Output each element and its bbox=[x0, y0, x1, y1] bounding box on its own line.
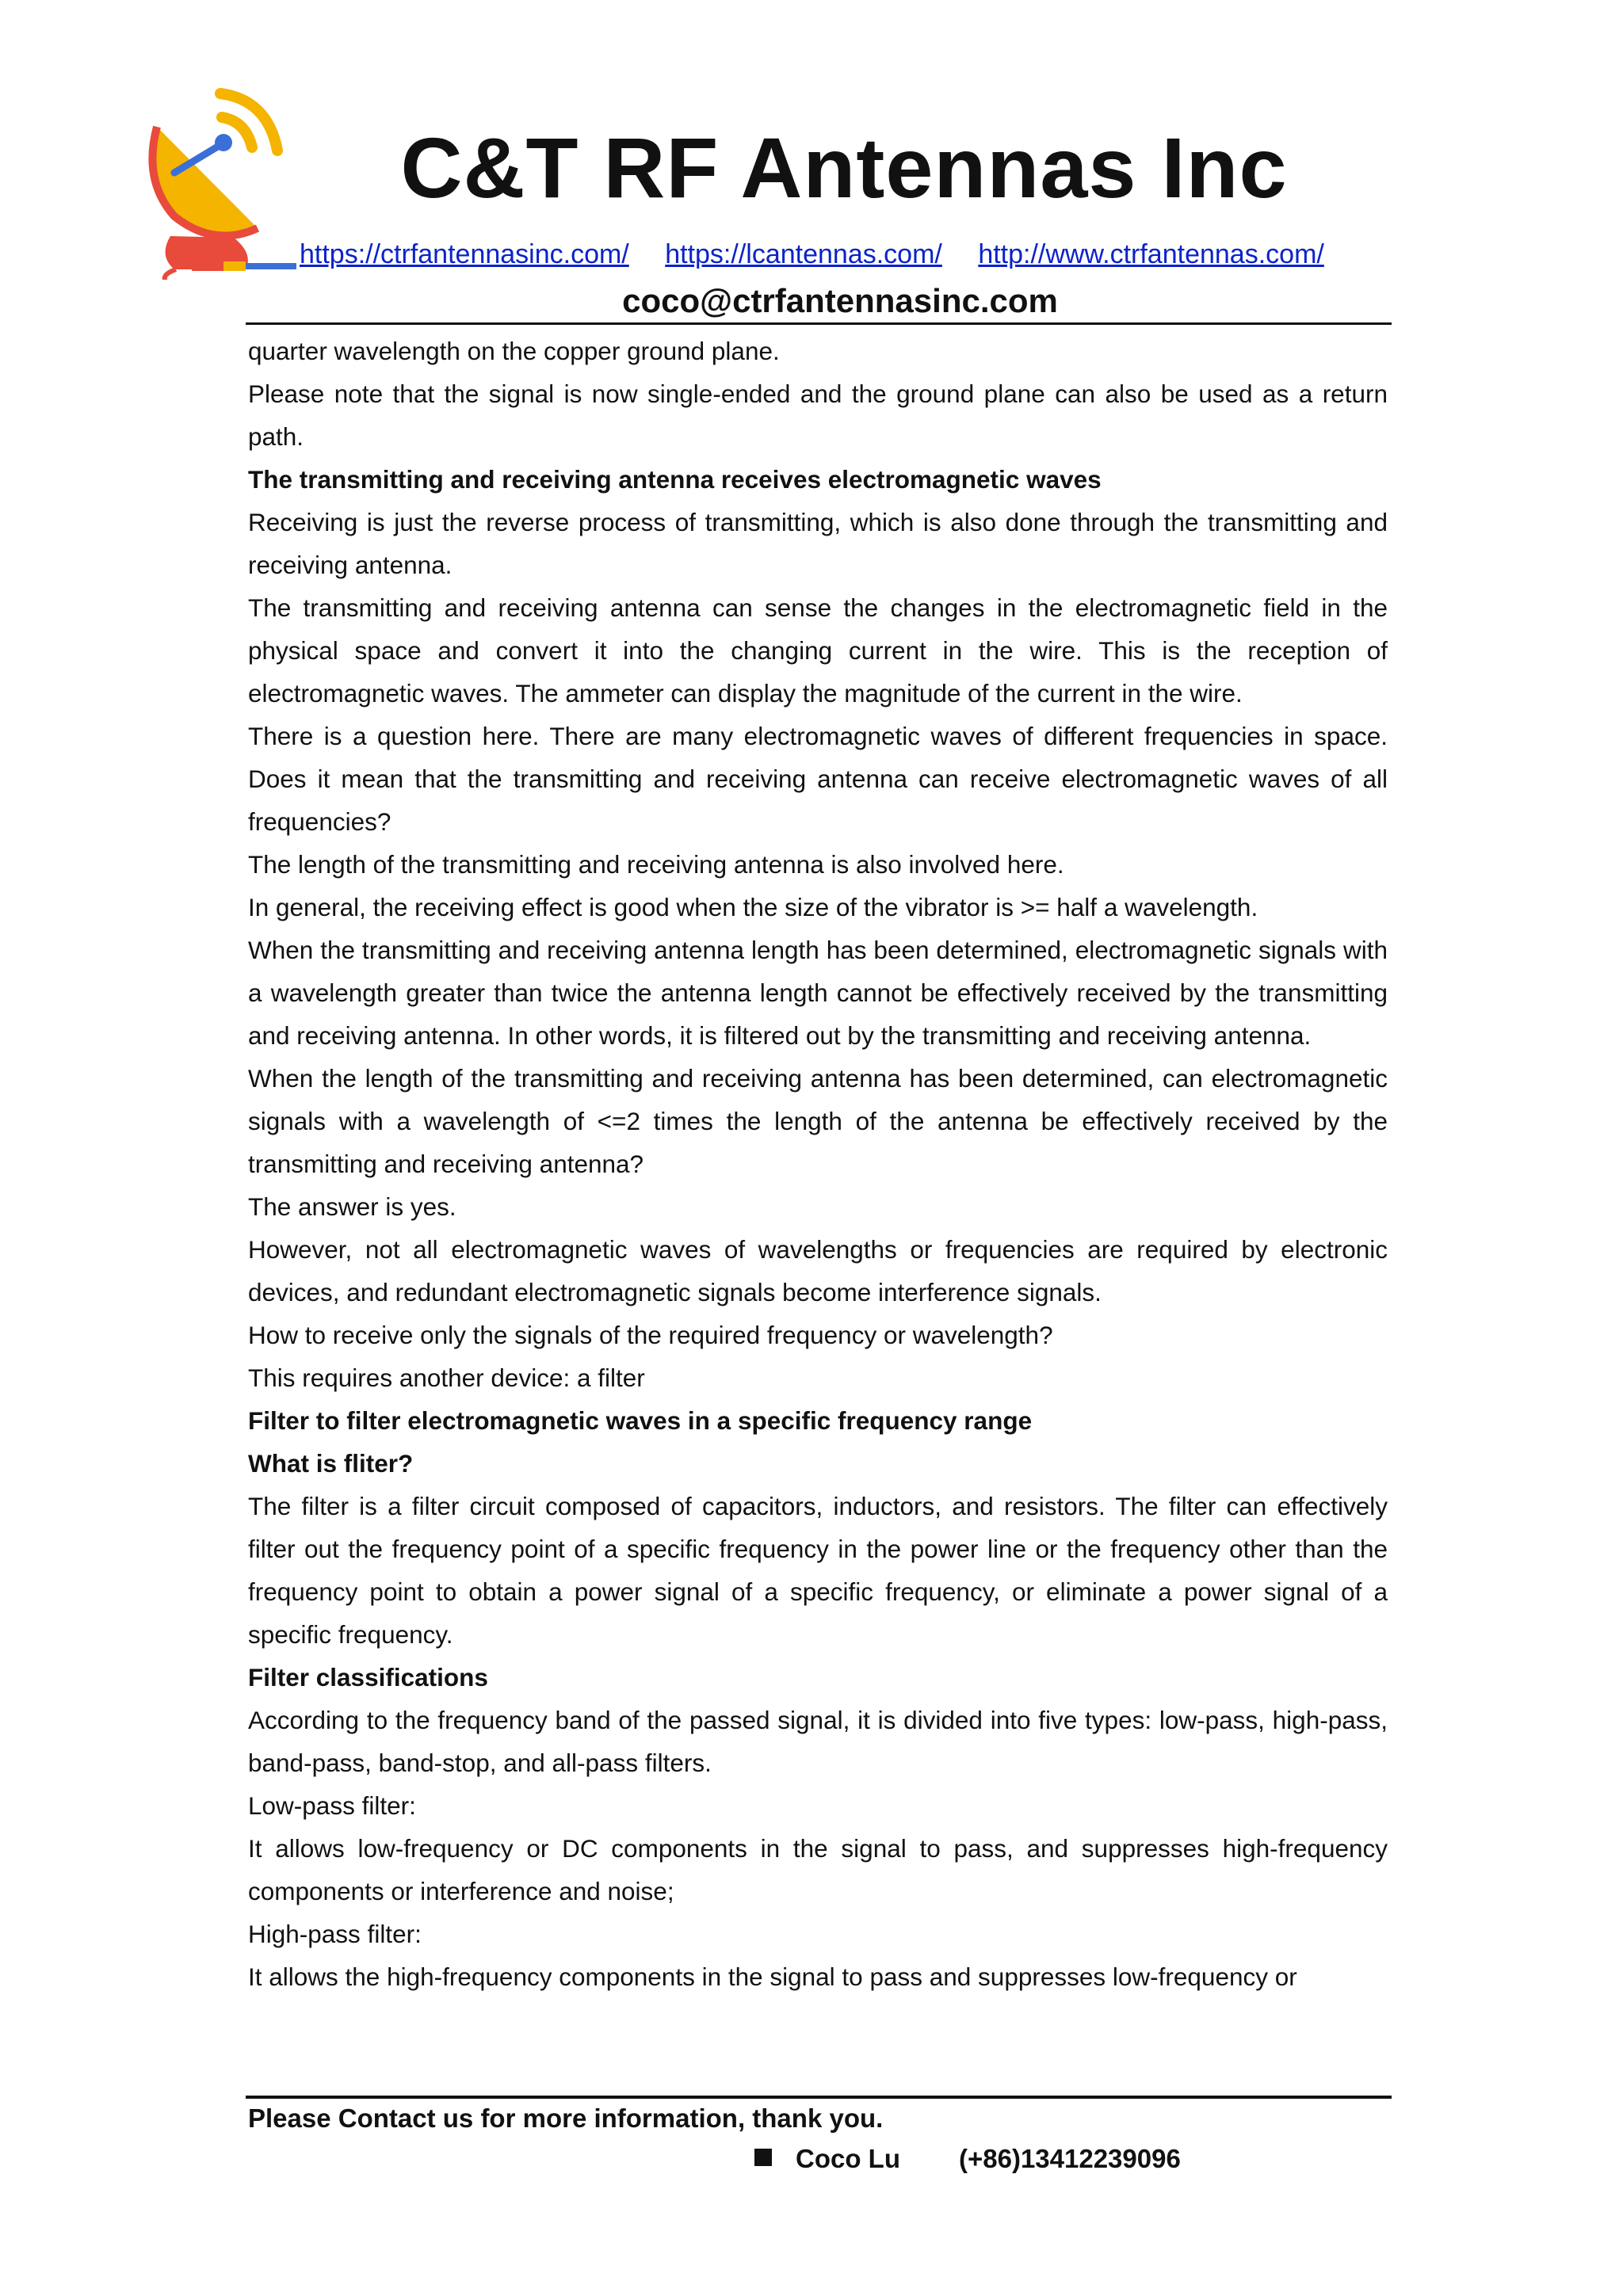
body-paragraph: When the transmitting and receiving antenna length has been determined, electromagnetic signals with a wavelength greater than twice the antenna length cannot be effectively received by the transmitting and receiving antenna. In other words, it is filtered out by the transmitting and receiving antenna. bbox=[248, 936, 1388, 1050]
body-paragraph: According to the frequency band of the passed signal, it is divided into five types: low-pass, high-pass, band-pass, band-stop, and all-pass filters. bbox=[248, 1706, 1388, 1777]
section-heading: What is fliter? bbox=[248, 1449, 414, 1478]
body-paragraph: The filter is a filter circuit composed of capacitors, inductors, and resistors. The filter can effectively filter out the frequency point of a specific frequency in the power line or the frequency other than the frequency point to obtain a power signal of a specific frequency, or eliminate a power signal of a specific frequency. bbox=[248, 1492, 1388, 1649]
section-heading: Filter classifications bbox=[248, 1663, 488, 1691]
square-bullet-icon bbox=[754, 2149, 772, 2166]
website-link-ctrfantennasinc[interactable]: https://ctrfantennasinc.com/ bbox=[300, 239, 629, 269]
body-paragraph: Low-pass filter: bbox=[248, 1791, 416, 1820]
document-body bbox=[248, 330, 1388, 1998]
body-paragraph: In general, the receiving effect is good when the size of the vibrator is >= half a wavelength. bbox=[248, 893, 1258, 921]
body-paragraph: It allows low-frequency or DC components in the signal to pass, and suppresses high-frequency components or interference and noise; bbox=[248, 1834, 1388, 1905]
contact-phone: (+86)13412239096 bbox=[958, 2144, 1181, 2173]
footer-note: Please Contact us for more information, thank you. bbox=[248, 2103, 884, 2133]
footer-divider bbox=[246, 2096, 1392, 2099]
body-paragraph: It allows the high-frequency components in the signal to pass and suppresses low-frequency or bbox=[248, 1962, 1297, 1991]
section-heading: Filter to filter electromagnetic waves in a specific frequency range bbox=[248, 1406, 1033, 1435]
body-paragraph: quarter wavelength on the copper ground plane. bbox=[248, 337, 780, 365]
body-paragraph: However, not all electromagnetic waves of wavelengths or frequencies are required by electronic devices, and redundant electromagnetic signals become interference signals. bbox=[248, 1235, 1388, 1306]
website-link-ctrfantennas[interactable]: http://www.ctrfantennas.com/ bbox=[978, 239, 1324, 269]
body-paragraph: The transmitting and receiving antenna can sense the changes in the electromagnetic field in the physical space and convert it into the changing current in the wire. This is the reception of electromagnetic waves. The ammeter can display the magnitude of the current in the wire. bbox=[248, 593, 1388, 707]
website-links bbox=[300, 239, 1377, 270]
satellite-dish-logo-icon bbox=[127, 86, 309, 280]
body-paragraph: Please note that the signal is now single-ended and the ground plane can also be used as a return path. bbox=[248, 379, 1388, 451]
body-paragraph: The answer is yes. bbox=[248, 1192, 456, 1221]
body-paragraph: How to receive only the signals of the required frequency or wavelength? bbox=[248, 1321, 1053, 1349]
contact-name: Coco Lu bbox=[796, 2144, 900, 2173]
body-paragraph: When the length of the transmitting and receiving antenna has been determined, can electromagnetic signals with a wavelength of <=2 times the length of the antenna be effectively received by the transmitting and receiving antenna? bbox=[248, 1064, 1388, 1178]
body-paragraph: The length of the transmitting and receiving antenna is also involved here. bbox=[248, 850, 1064, 879]
contact-email: coco@ctrfantennasinc.com bbox=[622, 282, 1058, 319]
body-paragraph: Receiving is just the reverse process of transmitting, which is also done through the transmitting and receiving antenna. bbox=[248, 508, 1388, 579]
section-heading: The transmitting and receiving antenna receives electromagnetic waves bbox=[248, 465, 1102, 494]
company-name: C&T RF Antennas Inc bbox=[400, 120, 1288, 215]
body-paragraph: High-pass filter: bbox=[248, 1920, 422, 1948]
body-paragraph: There is a question here. There are many electromagnetic waves of different frequencies in space. Does it mean that the transmitting and receiving antenna can receive electromagnetic waves of all frequencies? bbox=[248, 722, 1388, 836]
body-paragraph: This requires another device: a filter bbox=[248, 1363, 645, 1392]
contact-line bbox=[754, 2144, 1181, 2174]
header-divider bbox=[246, 322, 1392, 325]
website-link-lcantennas[interactable]: https://lcantennas.com/ bbox=[665, 239, 942, 269]
